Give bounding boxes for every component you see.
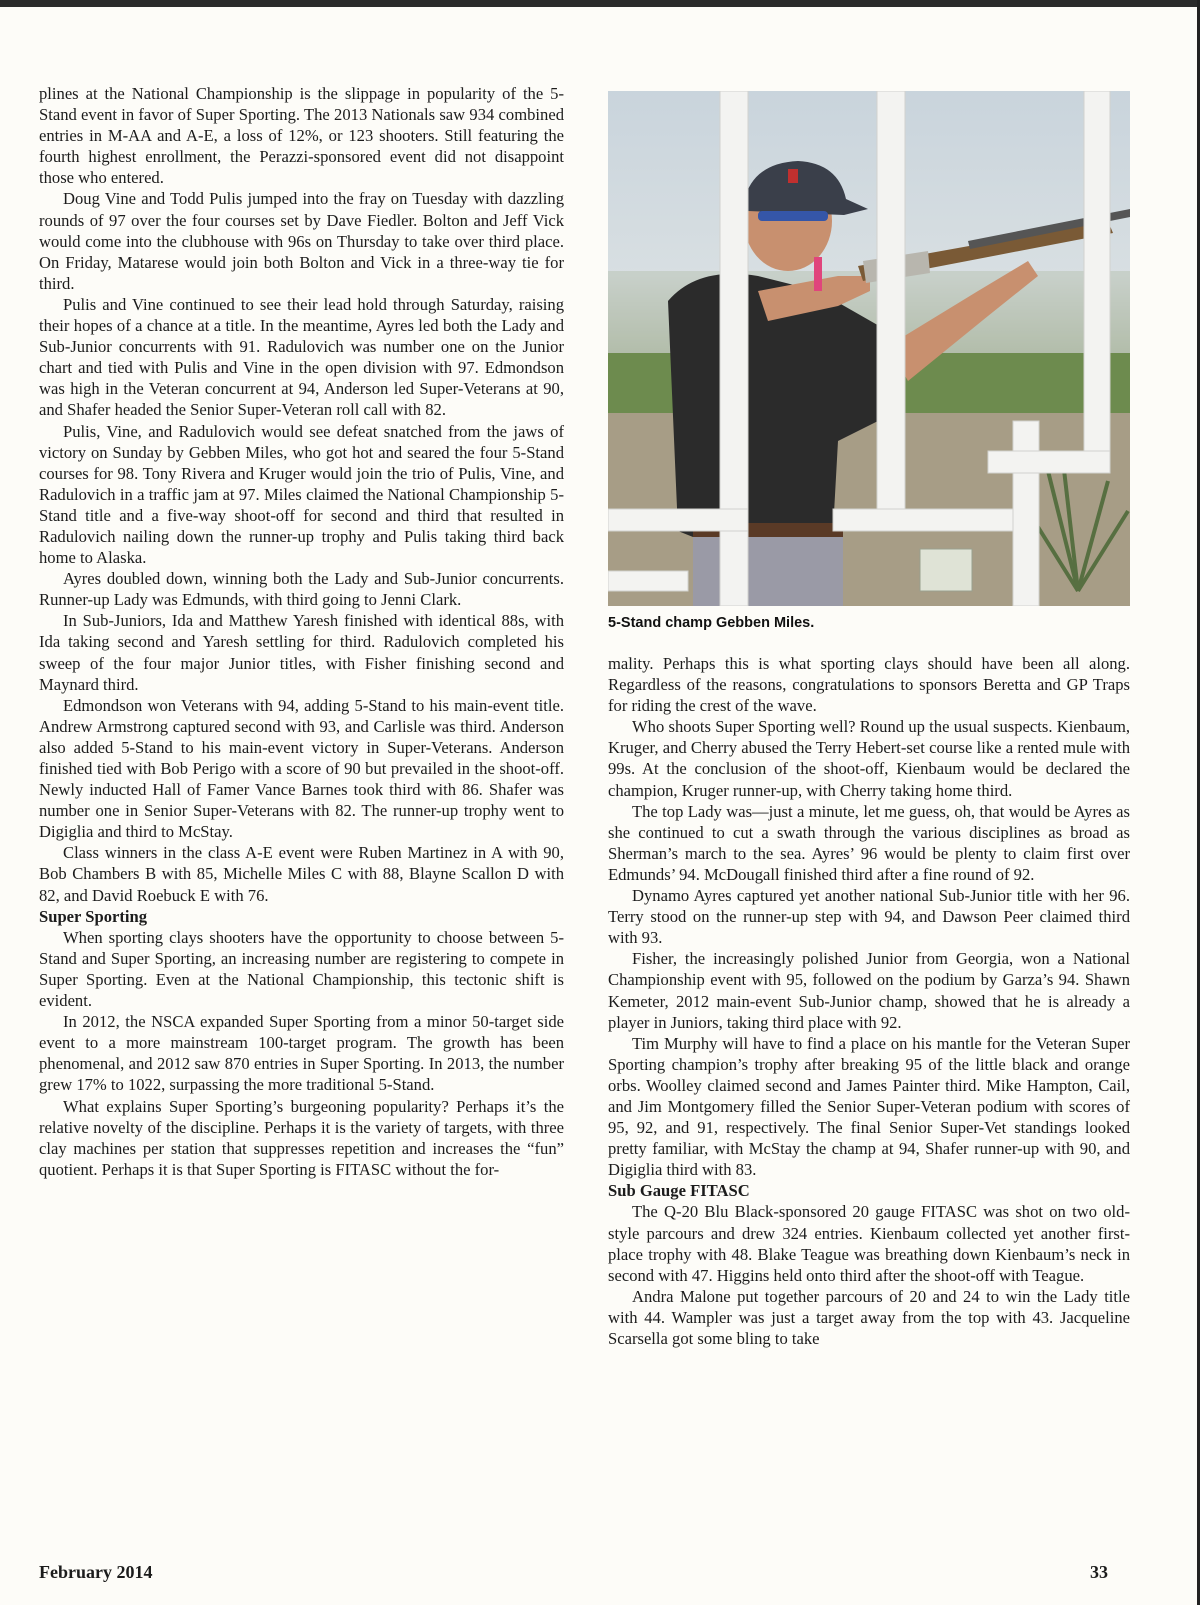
paragraph: The Q-20 Blu Black-sponsored 20 gauge FITASC was shot on two old-style parcours and drew 324 entries. Kienbaum collected yet another first-place trophy with 48. Blake Teague was breathing down Kienbaum’s neck in second with 47. Higgins held onto third after the shoot-off with Teague. bbox=[608, 1202, 1130, 1285]
photo-caption: 5-Stand champ Gebben Miles. bbox=[608, 615, 815, 631]
paragraph: Fisher, the increasingly polished Junior from Georgia, won a National Championship event with 95, followed on the podium by Garza’s 94. Shawn Kemeter, 2012 main-event Sub-Junior champ, showed that he is already a player in Juniors, taking third place with 92. bbox=[608, 949, 1130, 1032]
shooter-photo-illustration bbox=[608, 91, 1130, 606]
paragraph: Pulis, Vine, and Radulovich would see defeat snatched from the jaws of victory on Sunday by Gebben Miles, who got hot and seared the four 5-Stand courses for 98. Tony Rivera and Kruger would join the trio of Pulis, Vine, and Radulovich in a traffic jam at 97. Miles claimed the National Championship 5-Stand title and a five-way shoot-off for second and third that resulted in Radulovich nailing down the runner-up trophy and Pulis taking third back home to Alaska. bbox=[39, 421, 564, 568]
section-heading-super-sporting: Super Sporting bbox=[39, 906, 148, 926]
top-rule bbox=[0, 0, 1200, 7]
paragraph: Ayres doubled down, winning both the Lady and Sub-Junior concurrents. Runner-up Lady was Edmunds, with third going to Jenni Clark. bbox=[39, 569, 564, 610]
paragraph: Tim Murphy will have to find a place on his mantle for the Veteran Super Sporting champion’s trophy after breaking 95 of the little black and orange orbs. Woolley claimed second and James Painter third. Mike Hampton, Cail, and Jim Montgomery filled the Senior Super-Veteran podium with scores of 95, 92, and 91, respectively. The final Senior Super-Vet standings looked pretty familiar, with McStay the champ at 94, Shafer runner-up with 90, and Digiglia third with 83. bbox=[608, 1033, 1130, 1180]
paragraph: Edmondson won Veterans with 94, adding 5-Stand to his main-event title. Andrew Armstrong captured second with 93, and Carlisle was third. Anderson also added 5-Stand to his main-event victory in Super-Veterans. Anderson finished tied with Bob Perigo with a score of 90 but prevailed in the shoot-off. Newly inducted Hall of Famer Vance Barnes took third with 86. Shafer was number one in Senior Super-Veterans with 82. The runner-up trophy went to Digiglia and third to McStay. bbox=[39, 695, 564, 842]
paragraph: Andra Malone put together parcours of 20 and 24 to win the Lady title with 44. Wampler was just a target away from the top with 43. Jacqueline Scarsella got some bling to take bbox=[608, 1286, 1130, 1348]
paragraph: When sporting clays shooters have the opportunity to choose between 5-Stand and Super Sporting, an increasing number are registering to compete in Super Sporting. Even at the National Championship, this tectonic shift is evident. bbox=[39, 927, 564, 1011]
left-column bbox=[39, 83, 564, 1180]
paragraph: plines at the National Championship is the slippage in popularity of the 5-Stand event in favor of Super Sporting. The 2013 Nationals saw 934 combined entries in M-AA and A-E, a loss of 12%, or 123 shooters. Still featuring the fourth highest enrollment, the Perazzi-sponsored event did not disappoint those who entered. bbox=[39, 84, 564, 188]
page-number: 33 bbox=[1090, 1562, 1108, 1582]
paragraph: Dynamo Ayres captured yet another national Sub-Junior title with her 96. Terry stood on the runner-up step with 94, and Dawson Peer claimed third with 93. bbox=[608, 886, 1130, 948]
paragraph: mality. Perhaps this is what sporting clays should have been all along. Regardless of the reasons, congratulations to sponsors Beretta and GP Traps for riding the crest of the wave. bbox=[608, 654, 1130, 716]
paragraph: In Sub-Juniors, Ida and Matthew Yaresh finished with identical 88s, with Ida taking second and Yaresh settling for third. Radulovich completed his sweep of the four major Junior titles, with Fisher finishing second and Maynard third. bbox=[39, 611, 564, 694]
paragraph: Pulis and Vine continued to see their lead hold through Saturday, raising their hopes of a chance at a title. In the meantime, Ayres led both the Lady and Sub-Junior concurrents with 91. Radulovich was number one on the Junior chart and tied with Pulis and Vine in the open division with 97. Edmondson was high in the Veteran concurrent at 94, Anderson led Super-Veterans at 90, and Shafer headed the Senior Super-Veteran roll call with 82. bbox=[39, 294, 564, 420]
paragraph: Class winners in the class A-E event were Ruben Martinez in A with 90, Bob Chambers B with 85, Michelle Miles C with 88, Blayne Scallon D with 82, and David Roebuck E with 76. bbox=[39, 843, 564, 905]
paragraph: The top Lady was—just a minute, let me guess, oh, that would be Ayres as she continued to cut a swath through the various disciplines as broad as Sherman’s march to the sea. Ayres’ 96 would be plenty to claim first over Edmunds’ 94. McDougall finished third after a fine round of 92. bbox=[608, 801, 1130, 884]
issue-date: February 2014 bbox=[39, 1562, 153, 1582]
paragraph: What explains Super Sporting’s burgeoning popularity? Perhaps it’s the relative novelty of the discipline. Perhaps it is the variety of targets, with three clay machines per station that suppresses repetition and increases the “fun” quotient. Perhaps it is that Super Sporting is FITASC without the for- bbox=[39, 1096, 564, 1179]
paragraph: In 2012, the NSCA expanded Super Sporting from a minor 50-target side event to a more mainstream 100-target program. The growth has been phenomenal, and 2012 saw 870 entries in Super Sporting. In 2013, the number grew 17% to 1022, surpassing the more traditional 5-Stand. bbox=[39, 1012, 564, 1095]
paragraph: Doug Vine and Todd Pulis jumped into the fray on Tuesday with dazzling rounds of 97 over the four courses set by Dave Fiedler. Bolton and Jeff Vick would come into the clubhouse with 96s on Thursday to take over third place. On Friday, Matarese would join both Bolton and Vick in a three-way tie for third. bbox=[39, 189, 564, 293]
shooter-photo bbox=[608, 91, 1130, 606]
paragraph: Who shoots Super Sporting well? Round up the usual suspects. Kienbaum, Kruger, and Cherry abused the Terry Hebert-set course like a rented mule with 99s. At the conclusion of the shoot-off, Kienbaum would be declared the champion, Kruger runner-up, with Cherry taking home third. bbox=[608, 717, 1130, 800]
section-heading-sub-gauge-fitasc: Sub Gauge FITASC bbox=[608, 1181, 750, 1201]
right-column-text bbox=[608, 653, 1130, 1349]
